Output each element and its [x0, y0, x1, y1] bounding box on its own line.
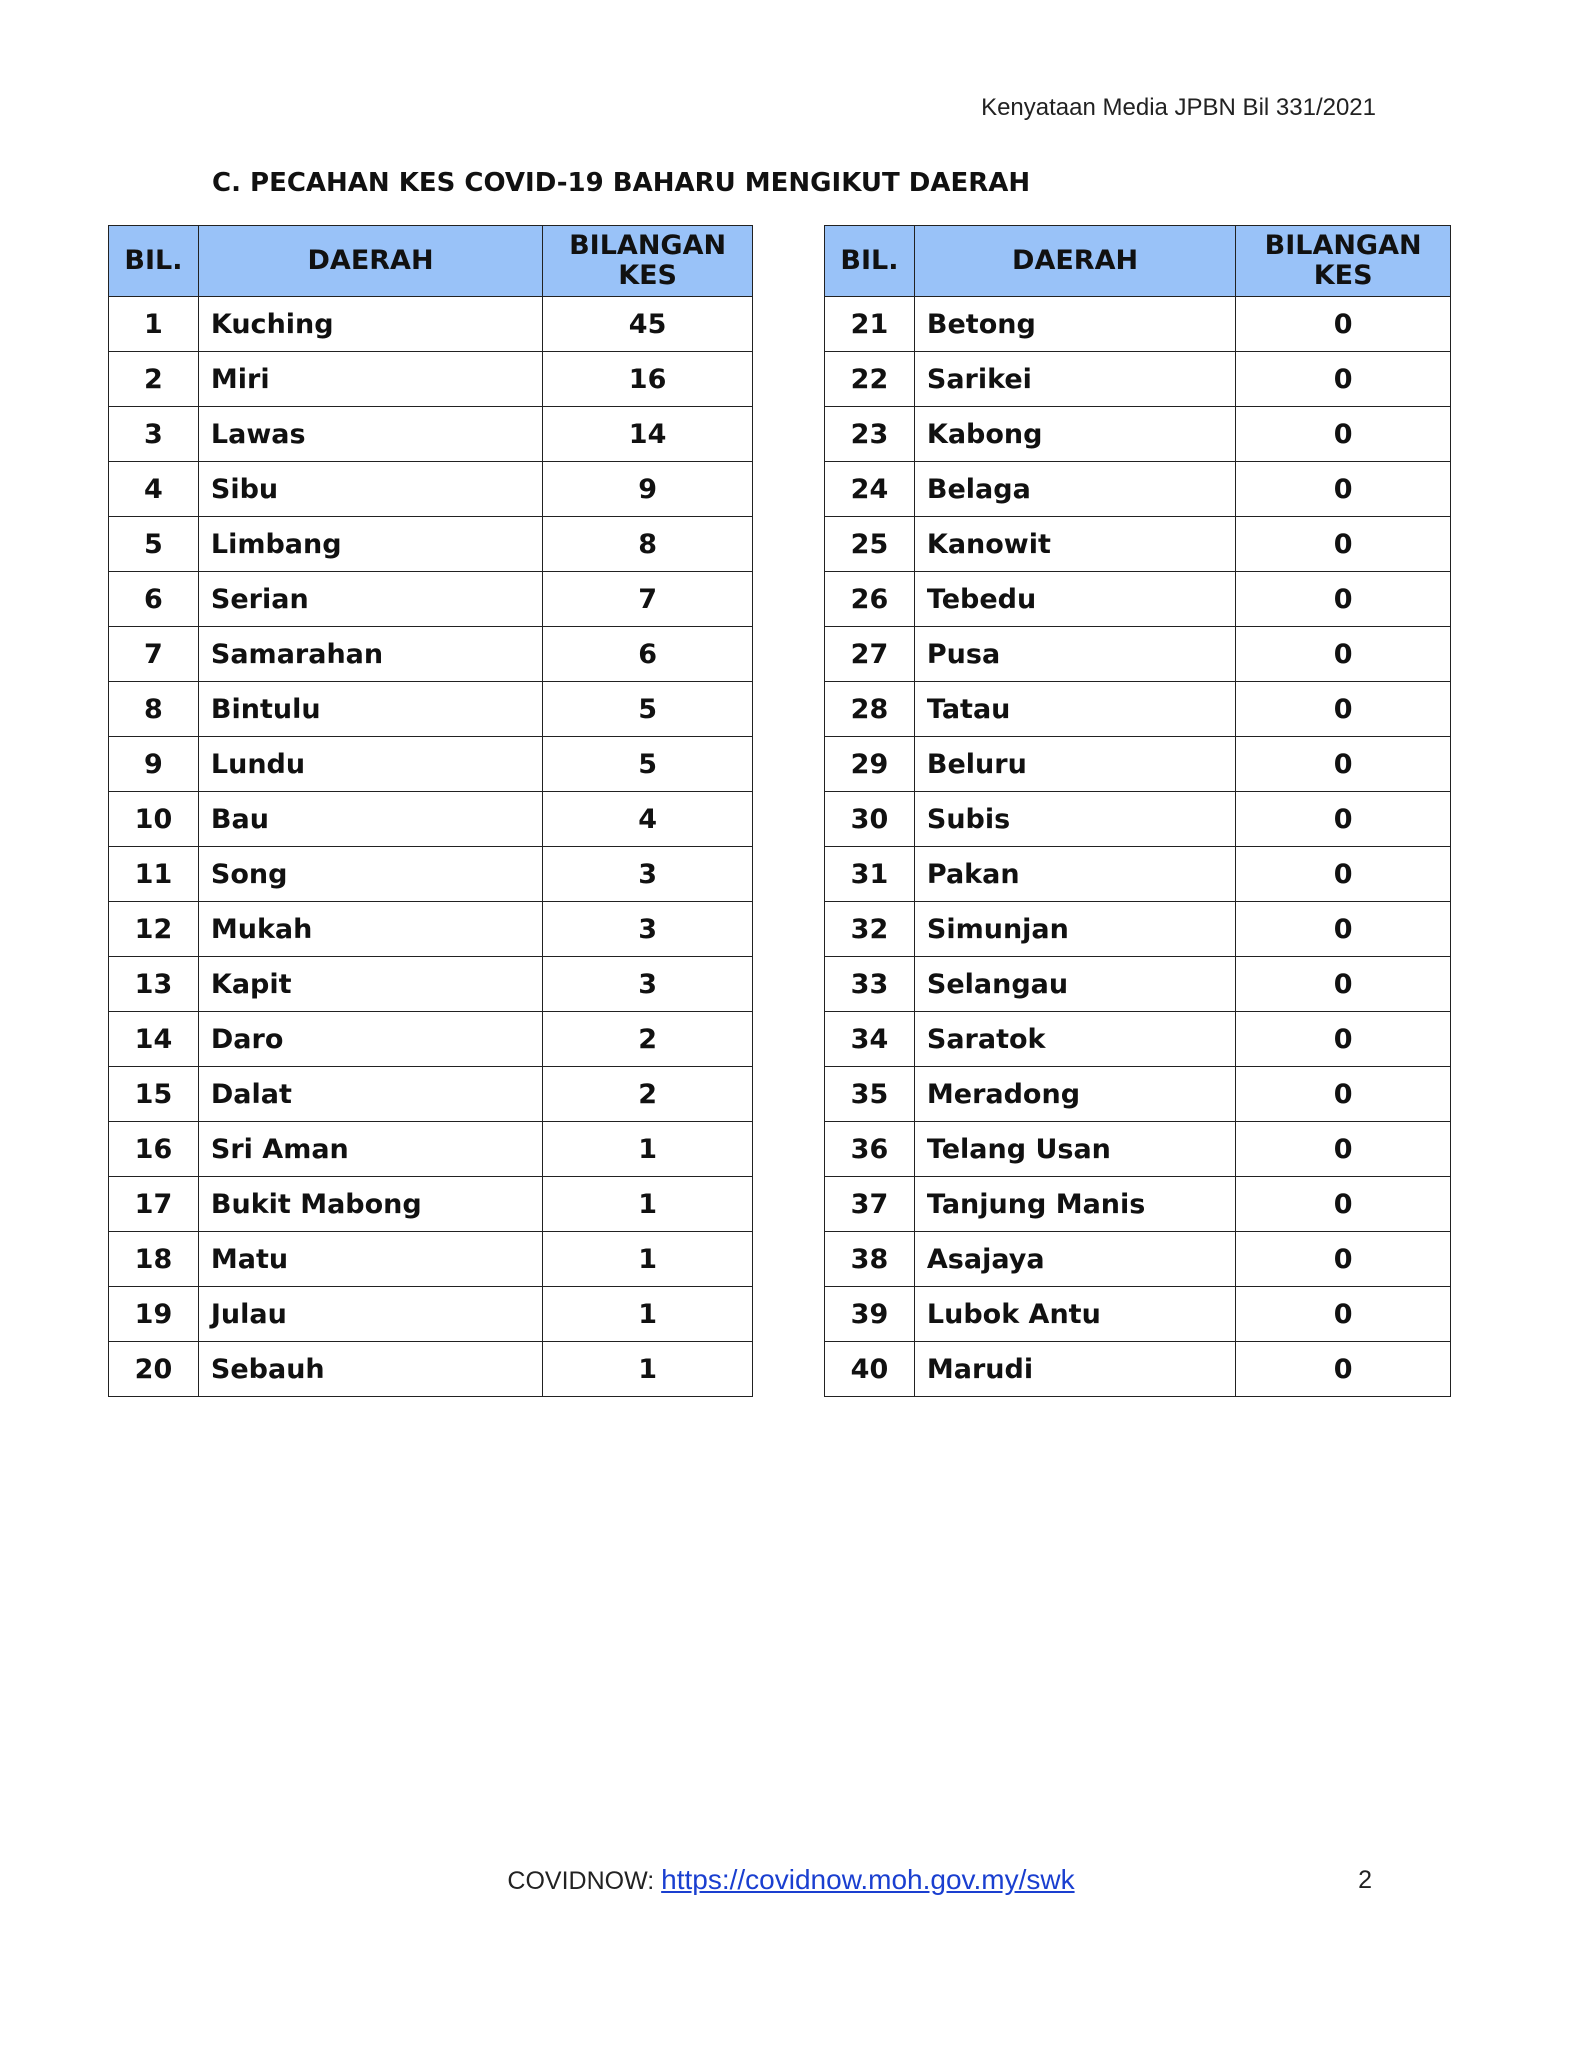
- table-row: [825, 957, 1451, 1012]
- column-header-bil: BIL.: [109, 226, 199, 297]
- district-name: Kanowit: [914, 517, 1235, 572]
- district-name: Tanjung Manis: [914, 1177, 1235, 1232]
- case-count: 4: [543, 792, 753, 847]
- table-row: [109, 1287, 753, 1342]
- case-count: 1: [543, 1287, 753, 1342]
- district-name: Kapit: [198, 957, 542, 1012]
- row-number: 25: [825, 517, 915, 572]
- case-count: 3: [543, 957, 753, 1012]
- row-number: 21: [825, 297, 915, 352]
- district-name: Sarikei: [914, 352, 1235, 407]
- district-name: Asajaya: [914, 1232, 1235, 1287]
- row-number: 20: [109, 1342, 199, 1397]
- case-count: 0: [1236, 847, 1451, 902]
- table-row: [825, 682, 1451, 737]
- row-number: 34: [825, 1012, 915, 1067]
- table-row: [109, 682, 753, 737]
- table-row: [825, 1012, 1451, 1067]
- case-count: 0: [1236, 572, 1451, 627]
- row-number: 7: [109, 627, 199, 682]
- table-row: [825, 517, 1451, 572]
- row-number: 2: [109, 352, 199, 407]
- case-count: 8: [543, 517, 753, 572]
- table-row: [109, 627, 753, 682]
- table-row: [109, 407, 753, 462]
- table-row: [825, 1067, 1451, 1122]
- row-number: 13: [109, 957, 199, 1012]
- table-row: [825, 847, 1451, 902]
- district-name: Marudi: [914, 1342, 1235, 1397]
- table-row: [825, 1122, 1451, 1177]
- case-count: 5: [543, 682, 753, 737]
- row-number: 32: [825, 902, 915, 957]
- district-name: Sri Aman: [198, 1122, 542, 1177]
- row-number: 27: [825, 627, 915, 682]
- district-name: Samarahan: [198, 627, 542, 682]
- case-count: 0: [1236, 792, 1451, 847]
- row-number: 37: [825, 1177, 915, 1232]
- row-number: 38: [825, 1232, 915, 1287]
- table-row: [825, 407, 1451, 462]
- case-count: 0: [1236, 1287, 1451, 1342]
- table-row: [825, 627, 1451, 682]
- district-name: Dalat: [198, 1067, 542, 1122]
- table-row: [109, 352, 753, 407]
- district-name: Bukit Mabong: [198, 1177, 542, 1232]
- district-name: Sebauh: [198, 1342, 542, 1397]
- row-number: 40: [825, 1342, 915, 1397]
- case-count: 0: [1236, 682, 1451, 737]
- district-name: Pusa: [914, 627, 1235, 682]
- row-number: 3: [109, 407, 199, 462]
- case-count: 0: [1236, 462, 1451, 517]
- district-name: Lundu: [198, 737, 542, 792]
- table-row: [825, 572, 1451, 627]
- row-number: 39: [825, 1287, 915, 1342]
- case-count: 7: [543, 572, 753, 627]
- district-name: Subis: [914, 792, 1235, 847]
- case-count: 0: [1236, 407, 1451, 462]
- case-count: 3: [543, 847, 753, 902]
- footer: [0, 1864, 1582, 1896]
- district-name: Telang Usan: [914, 1122, 1235, 1177]
- column-header-bilangan-kes: [1236, 226, 1451, 297]
- table-row: [109, 462, 753, 517]
- case-count: 5: [543, 737, 753, 792]
- row-number: 10: [109, 792, 199, 847]
- district-name: Matu: [198, 1232, 542, 1287]
- district-name: Lawas: [198, 407, 542, 462]
- table-header-row: [825, 226, 1451, 297]
- column-header-line1: BILANGAN: [1264, 230, 1422, 261]
- row-number: 29: [825, 737, 915, 792]
- case-count: 3: [543, 902, 753, 957]
- row-number: 19: [109, 1287, 199, 1342]
- district-name: Serian: [198, 572, 542, 627]
- column-header-bil: BIL.: [825, 226, 915, 297]
- row-number: 5: [109, 517, 199, 572]
- table-row: [109, 737, 753, 792]
- row-number: 9: [109, 737, 199, 792]
- district-name: Lubok Antu: [914, 1287, 1235, 1342]
- table-row: [825, 1287, 1451, 1342]
- case-count: 0: [1236, 627, 1451, 682]
- table-header-row: [109, 226, 753, 297]
- section-title: C. PECAHAN KES COVID-19 BAHARU MENGIKUT DAERAH: [212, 168, 1031, 198]
- case-count: 9: [543, 462, 753, 517]
- district-name: Saratok: [914, 1012, 1235, 1067]
- district-name: Miri: [198, 352, 542, 407]
- row-number: 24: [825, 462, 915, 517]
- covidnow-link[interactable]: https://covidnow.moh.gov.my/swk: [661, 1864, 1075, 1895]
- case-count: 1: [543, 1342, 753, 1397]
- district-name: Bau: [198, 792, 542, 847]
- district-name: Daro: [198, 1012, 542, 1067]
- row-number: 1: [109, 297, 199, 352]
- case-count: 2: [543, 1067, 753, 1122]
- case-count: 0: [1236, 1232, 1451, 1287]
- district-name: Tatau: [914, 682, 1235, 737]
- row-number: 17: [109, 1177, 199, 1232]
- table-row: [825, 902, 1451, 957]
- column-header-daerah: DAERAH: [198, 226, 542, 297]
- table-row: [109, 1177, 753, 1232]
- table-row: [109, 517, 753, 572]
- case-count: 2: [543, 1012, 753, 1067]
- case-count: 0: [1236, 1342, 1451, 1397]
- row-number: 36: [825, 1122, 915, 1177]
- district-name: Kabong: [914, 407, 1235, 462]
- table-row: [109, 1232, 753, 1287]
- case-count: 0: [1236, 297, 1451, 352]
- district-name: Julau: [198, 1287, 542, 1342]
- case-count: 0: [1236, 737, 1451, 792]
- table-row: [109, 902, 753, 957]
- district-name: Song: [198, 847, 542, 902]
- case-count: 0: [1236, 352, 1451, 407]
- district-cases-table-right: [824, 225, 1451, 1397]
- district-cases-table-left: [108, 225, 753, 1397]
- row-number: 33: [825, 957, 915, 1012]
- row-number: 26: [825, 572, 915, 627]
- row-number: 28: [825, 682, 915, 737]
- district-name: Bintulu: [198, 682, 542, 737]
- table-row: [109, 572, 753, 627]
- row-number: 18: [109, 1232, 199, 1287]
- row-number: 4: [109, 462, 199, 517]
- table-row: [825, 1342, 1451, 1397]
- case-count: 0: [1236, 957, 1451, 1012]
- row-number: 11: [109, 847, 199, 902]
- case-count: 0: [1236, 902, 1451, 957]
- district-name: Meradong: [914, 1067, 1235, 1122]
- case-count: 1: [543, 1122, 753, 1177]
- district-name: Kuching: [198, 297, 542, 352]
- case-count: 0: [1236, 1122, 1451, 1177]
- column-header-bilangan-kes: [543, 226, 753, 297]
- district-name: Mukah: [198, 902, 542, 957]
- table-row: [109, 1067, 753, 1122]
- table-row: [109, 1012, 753, 1067]
- row-number: 12: [109, 902, 199, 957]
- district-name: Simunjan: [914, 902, 1235, 957]
- district-name: Sibu: [198, 462, 542, 517]
- column-header-daerah: DAERAH: [914, 226, 1235, 297]
- district-name: Betong: [914, 297, 1235, 352]
- media-statement-reference: Kenyataan Media JPBN Bil 331/2021: [981, 94, 1376, 121]
- table-row: [825, 1232, 1451, 1287]
- case-count: 0: [1236, 1012, 1451, 1067]
- case-count: 0: [1236, 1177, 1451, 1232]
- case-count: 0: [1236, 517, 1451, 572]
- district-name: Beluru: [914, 737, 1235, 792]
- case-count: 6: [543, 627, 753, 682]
- column-header-line1: BILANGAN: [569, 230, 727, 261]
- row-number: 14: [109, 1012, 199, 1067]
- page-number: 2: [1358, 1866, 1372, 1894]
- table-row: [109, 957, 753, 1012]
- table-row: [825, 737, 1451, 792]
- row-number: 30: [825, 792, 915, 847]
- table-row: [825, 792, 1451, 847]
- table-row: [109, 297, 753, 352]
- column-header-line2: KES: [618, 260, 677, 291]
- table-row: [825, 462, 1451, 517]
- row-number: 23: [825, 407, 915, 462]
- row-number: 22: [825, 352, 915, 407]
- column-header-line2: KES: [1313, 260, 1373, 291]
- district-name: Tebedu: [914, 572, 1235, 627]
- table-row: [825, 297, 1451, 352]
- district-name: Limbang: [198, 517, 542, 572]
- table-row: [109, 1122, 753, 1177]
- table-row: [825, 352, 1451, 407]
- case-count: 1: [543, 1232, 753, 1287]
- table-row: [825, 1177, 1451, 1232]
- table-row: [109, 1342, 753, 1397]
- district-name: Belaga: [914, 462, 1235, 517]
- case-count: 45: [543, 297, 753, 352]
- case-count: 14: [543, 407, 753, 462]
- row-number: 31: [825, 847, 915, 902]
- footer-label: COVIDNOW:: [507, 1867, 662, 1895]
- row-number: 8: [109, 682, 199, 737]
- table-row: [109, 792, 753, 847]
- row-number: 35: [825, 1067, 915, 1122]
- district-name: Selangau: [914, 957, 1235, 1012]
- district-name: Pakan: [914, 847, 1235, 902]
- case-count: 16: [543, 352, 753, 407]
- row-number: 15: [109, 1067, 199, 1122]
- row-number: 16: [109, 1122, 199, 1177]
- case-count: 0: [1236, 1067, 1451, 1122]
- row-number: 6: [109, 572, 199, 627]
- case-count: 1: [543, 1177, 753, 1232]
- table-row: [109, 847, 753, 902]
